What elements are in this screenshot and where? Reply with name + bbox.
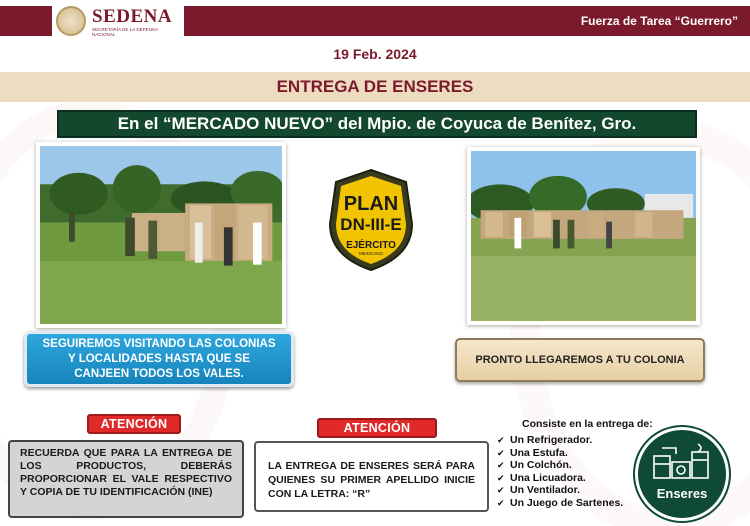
org-name: SEDENA — [92, 6, 173, 27]
enseres-badge-label: Enseres — [656, 486, 708, 501]
badge-army-text: EJÉRCITO — [346, 240, 396, 251]
checkmark-icon: ✔ — [497, 460, 505, 470]
list-item — [497, 497, 623, 510]
badge-plan-text: PLAN — [343, 193, 399, 215]
checkmark-icon: ✔ — [497, 435, 505, 445]
attention-note-requirements — [8, 440, 244, 518]
photo-delivery-right — [467, 147, 700, 325]
location-banner — [57, 110, 697, 138]
list-item — [497, 434, 623, 447]
eagle-seal-icon — [56, 6, 86, 36]
badge-dn-text: DN-III-E — [340, 215, 402, 234]
list-item — [497, 447, 623, 460]
appliances-icon — [638, 430, 726, 518]
location-text: En el “MERCADO NUEVO” del Mpio. de Coyuca de Benítez, Gro. — [117, 114, 637, 133]
delivery-list-title: Consiste en la entrega de: — [522, 418, 653, 430]
org-subtitle: SECRETARÍA DE LA DEFENSA NACIONAL — [92, 27, 158, 37]
info-callout-text: SEGUIREMOS VISITANDO LAS COLONIAS Y LOCALIDADES HASTA QUE SE CANJEEN TODOS LOS VALES. — [42, 337, 276, 380]
info-callout-colonias — [24, 331, 294, 387]
attention-note-text: LA ENTREGA DE ENSERES SERÁ PARA QUIENES SU PRIMER APELLIDO INICIE CON LA LETRA: “R” — [268, 460, 475, 500]
list-item-label: Un Juego de Sartenes. — [510, 496, 624, 509]
attention-label — [87, 414, 181, 434]
checkmark-icon: ✔ — [497, 485, 505, 495]
attention-label-text: ATENCIÓN — [100, 417, 168, 431]
list-item-label: Una Licuadora. — [510, 471, 586, 484]
list-item-label: Un Ventilador. — [510, 484, 581, 496]
checkmark-icon: ✔ — [497, 472, 505, 483]
title-band — [0, 72, 750, 102]
attention-label — [317, 418, 437, 438]
list-item — [497, 459, 623, 472]
list-item-label: Una Estufa. — [510, 446, 568, 459]
header-bar — [0, 0, 750, 40]
list-item-label: Un Colchón. — [510, 459, 572, 471]
photo-image — [40, 146, 282, 324]
checkmark-icon: ✔ — [497, 447, 505, 458]
photo-image — [471, 151, 696, 321]
attention-note-surname — [254, 441, 489, 512]
info-callout-pronto — [455, 338, 705, 382]
date: 19 Feb. 2024 — [333, 46, 417, 62]
checkmark-icon: ✔ — [497, 497, 505, 508]
enseres-badge — [635, 427, 729, 521]
delivery-items-list — [497, 434, 623, 509]
task-force-label: Fuerza de Tarea “Guerrero” — [580, 14, 738, 28]
badge-army-sub-text: MEXICANO — [358, 251, 384, 256]
list-item-label: Un Refrigerador. — [510, 434, 593, 446]
plan-dn-iii-e-badge — [326, 168, 416, 272]
page-title: ENTREGA DE ENSERES — [276, 77, 474, 96]
list-item — [497, 472, 623, 485]
attention-label-text: ATENCIÓN — [343, 421, 411, 435]
info-callout-text: PRONTO LLEGAREMOS A TU COLONIA — [475, 354, 685, 366]
photo-delivery-left — [36, 142, 286, 328]
list-item — [497, 484, 623, 497]
attention-note-text: RECUERDA QUE PARA LA ENTREGA DE LOS PRODUCTOS, DEBERÁS PROPORCIONAR EL VALE RESPECTIVO Y COPIA DE TU IDENTIFICACIÓN (INE) — [20, 447, 232, 498]
